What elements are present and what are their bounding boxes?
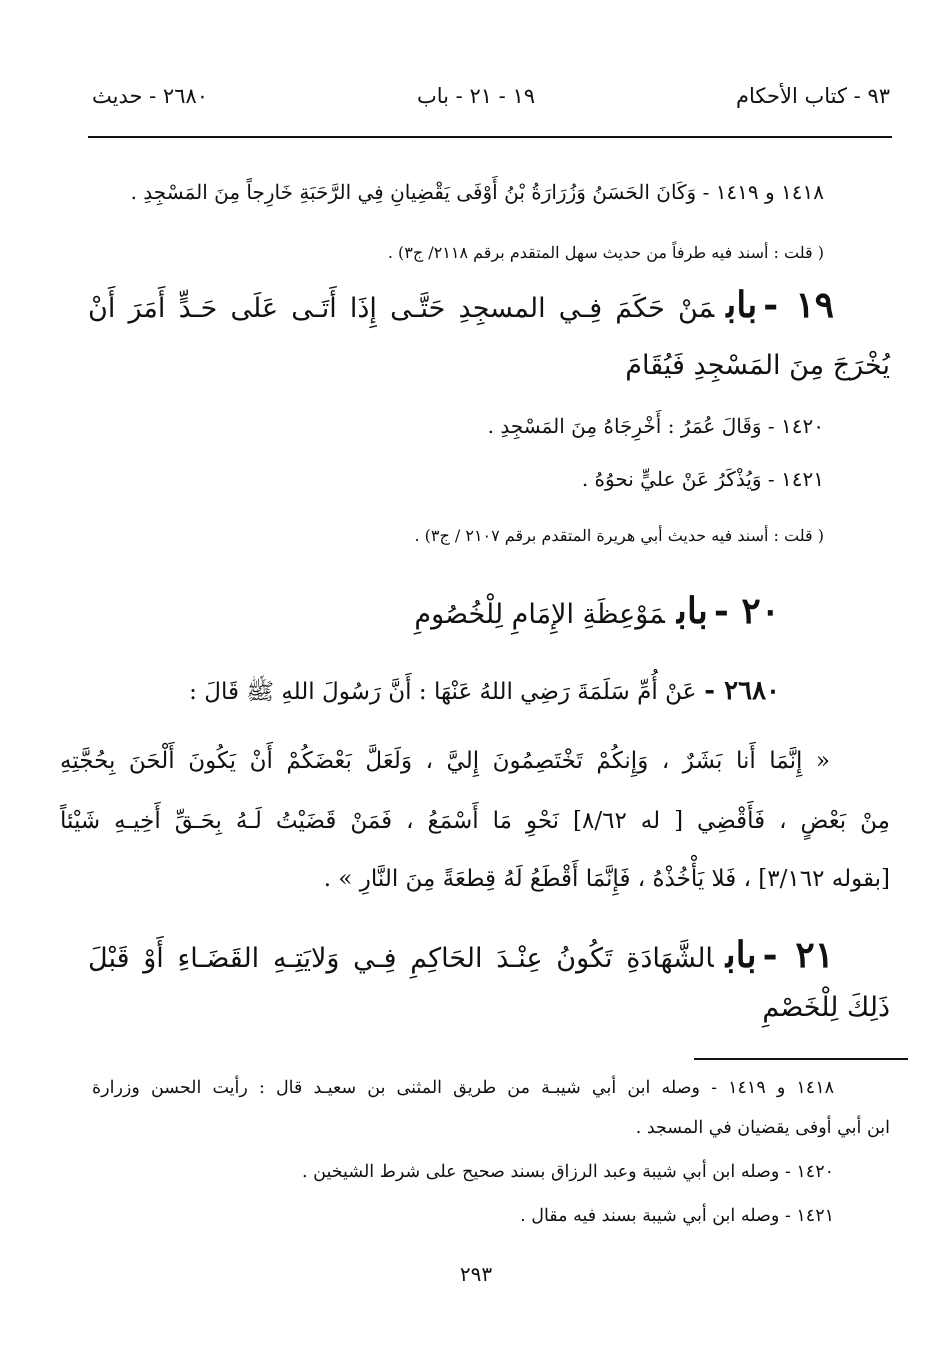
hadith-text-line1: « إِنَّمَا أَنا بَشَرٌ ، وَإِنكُمْ تَخْتَصِمُونَ إِليَّ ، وَلَعَلَّ بَعْضَكُمْ أَنْ يَكُونَ أَلْحَنَ بِحُجَّتِهِ [60, 748, 830, 774]
header-hadith-number: ٢٦٨٠ - حديث [92, 84, 209, 108]
chapter-heading-21 [88, 934, 834, 976]
chapter-title-19-line2: يُخْرَجَ مِنَ المَسْجِدِ فَيُقَامَ [625, 350, 890, 381]
athar-1420: ١٤٢٠ - وَقَالَ عُمَرُ : أَخْرِجَاهُ مِنَ المَسْجِدِ . [487, 414, 824, 438]
footnote-1421: ١٤٢١ - وصله ابن أبي شيبة بسند فيه مقال . [520, 1206, 834, 1226]
footnote-1418-line2: ابن أبي أوفى يقضيان في المسجد . [635, 1118, 890, 1138]
footnote-1420: ١٤٢٠ - وصله ابن أبي شيبة وعبد الرزاق بسند صحيح على شرط الشيخين . [302, 1162, 834, 1182]
hadith-text-line2: مِنْ بَعْضٍ ، فَأَقْضِي [ له ٨/٦٢] نَحْوِ مَا أَسْمَعُ ، فَمَنْ قَضَيْتُ لَـهُ بِحَـقِّ أَخِيـهِ شَيْئاً [60, 808, 891, 834]
athar-1418: ١٤١٨ و ١٤١٩ - وَكَانَ الحَسَنُ وَزُرَارَةُ بْنُ أَوْفَى يَقْضِيانِ فِي الرَّحَبَةِ خَارِجاً مِنَ المَسْجِدِ . [130, 180, 824, 204]
footnote-divider [694, 1058, 908, 1060]
page-number: ٢٩٣ [459, 1262, 493, 1286]
header-book-title: ٩٣ - كتاب الأحكام [736, 84, 890, 108]
chapter-word-19: باب [726, 284, 758, 326]
chapter-title-20: مَوْعِظَةِ الإِمَامِ لِلْخُصُومِ [414, 599, 665, 630]
chapter-number-19: ١٩ - [763, 284, 834, 326]
chapter-title-21-line1: الشَّهَادَةِ تَكُونُ عِنْـدَ الحَاكِمِ فِـي وَلايَتِـهِ القَضَـاءِ أَوْ قَبْلَ [88, 943, 714, 974]
chapter-heading-19 [88, 284, 834, 326]
chapter-heading-20 [414, 590, 780, 632]
editor-note-1: ( قلت : أسند فيه طرفاً من حديث سهل المتقدم برقم ٢١١٨/ ج٣) . [387, 243, 824, 262]
footnote-1418-line1: ١٤١٨ و ١٤١٩ - وصله ابن أبي شيبـة من طريق المثنى بن سعيـد قال : رأيت الحسن وزرارة [92, 1078, 835, 1098]
athar-1421: ١٤٢١ - وَيُذْكَرُ عَنْ عليٍّ نحوُهُ . [581, 467, 824, 491]
hadith-isnad: عَنْ أُمِّ سَلَمَةَ رَضِي اللهُ عَنْهَا : أَنَّ رَسُولَ اللهِ ﷺ قَالَ : [189, 679, 697, 705]
chapter-title-19-line1: مَنْ حَكَمَ فِـي المسجِدِ حَتَّـى إِذَا أَتَـى عَلَى حَـدٍّ أَمَرَ أَنْ [88, 293, 715, 324]
hadith-number: ٢٦٨٠ - [704, 676, 780, 706]
editor-note-2: ( قلت : أسند فيه حديث أبي هريرة المتقدم برقم ٢١٠٧ / ج٣) . [414, 526, 824, 545]
hadith-2680-intro [189, 676, 780, 711]
header-chapter-range: ١٩ - ٢١ - باب [416, 84, 536, 108]
hadith-text-line3: [بقوله ٣/١٦٢] ، فَلا يَأْخُذْهُ ، فَإِنَّمَا أَقْطَعُ لَهُ قِطعَةً مِنَ النَّارِ » . [323, 866, 890, 892]
chapter-number-20: ٢٠ - [713, 590, 780, 632]
header-divider [88, 136, 892, 138]
chapter-title-21-line2: ذَلِكَ لِلْخَصْمِ [762, 992, 890, 1023]
chapter-word-20: باب [676, 590, 708, 632]
chapter-number-21: ٢١ - [762, 934, 834, 976]
chapter-word-21: باب [725, 934, 757, 976]
